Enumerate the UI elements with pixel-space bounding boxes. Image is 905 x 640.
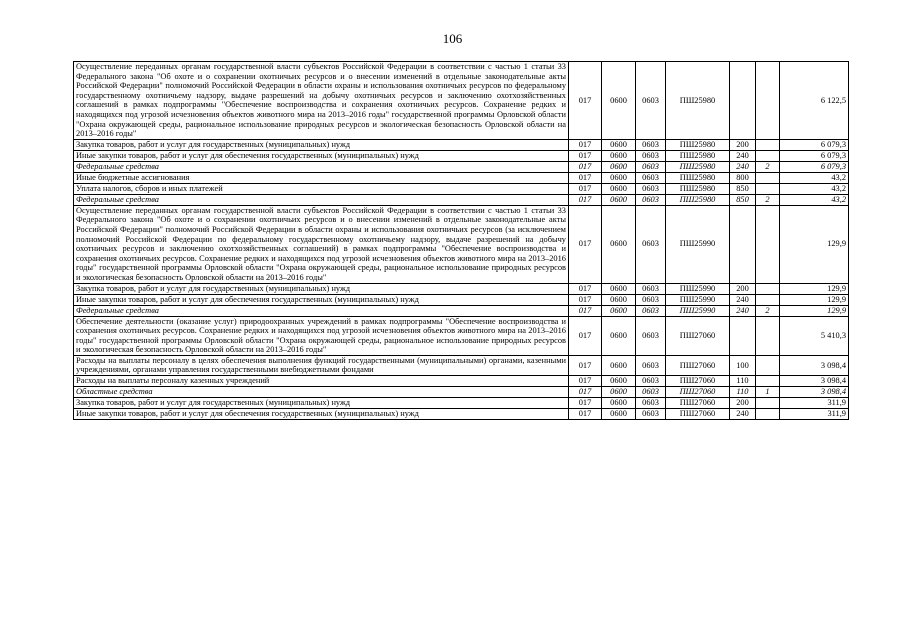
description-cell: Федеральные средства: [74, 305, 569, 316]
section-code-cell: 0600: [602, 376, 636, 387]
subsection-code-cell: 0603: [636, 150, 666, 161]
expense-type-cell: 200: [730, 398, 756, 409]
table-row: [74, 355, 849, 375]
ministry-code-cell: 017: [569, 183, 602, 194]
amount-cell: 5 410,3: [780, 316, 849, 355]
expense-type-cell: 240: [730, 161, 756, 172]
section-code-cell: 0600: [602, 398, 636, 409]
description-cell: Иные закупки товаров, работ и услуг для обеспечения государственных (муниципальных) нужд: [74, 294, 569, 305]
description-cell: Обеспечение деятельности (оказание услуг) природоохранных учреждений в рамках подпрограммы "Обеспечение воспроизводства и сохранения охотничьих ресурсов. Сохранение редких и находящихся под угрозой исчезновения объектов животного мира на 2013–2016 годы" государственной программы Орловской области "Охрана окружающей среды, рациональное использование природных ресурсов и экологическая безопасность Орловской области на 2013–2016 годы": [74, 316, 569, 355]
subsection-code-cell: 0603: [636, 398, 666, 409]
funding-source-cell: [756, 139, 780, 150]
description-cell: Расходы на выплаты персоналу в целях обеспечения выполнения функций государственными (муниципальными) органами, казенными учреждениями, органами управления государственными внебюджетными фондами: [74, 355, 569, 375]
amount-cell: 43,2: [780, 194, 849, 205]
table-row: [74, 172, 849, 183]
description-cell: Иные бюджетные ассигнования: [74, 172, 569, 183]
target-article-cell: ПШ25990: [666, 205, 730, 283]
page-number: 106: [442, 31, 463, 46]
target-article-cell: ПШ27060: [666, 409, 730, 420]
ministry-code-cell: 017: [569, 305, 602, 316]
funding-source-cell: [756, 355, 780, 375]
subsection-code-cell: 0603: [636, 355, 666, 375]
description-cell: Федеральные средства: [74, 194, 569, 205]
table-row: [74, 183, 849, 194]
target-article-cell: ПШ25980: [666, 139, 730, 150]
funding-source-cell: 1: [756, 387, 780, 398]
expense-type-cell: 110: [730, 387, 756, 398]
target-article-cell: ПШ25980: [666, 194, 730, 205]
ministry-code-cell: 017: [569, 205, 602, 283]
section-code-cell: 0600: [602, 305, 636, 316]
section-code-cell: 0600: [602, 316, 636, 355]
table-row: [74, 194, 849, 205]
ministry-code-cell: 017: [569, 355, 602, 375]
amount-cell: 129,9: [780, 305, 849, 316]
ministry-code-cell: 017: [569, 172, 602, 183]
ministry-code-cell: 017: [569, 62, 602, 140]
funding-source-cell: [756, 172, 780, 183]
table-row: [74, 305, 849, 316]
target-article-cell: ПШ27060: [666, 376, 730, 387]
description-cell: Осуществление переданных органам государственной власти субъектов Российской Федерации в соответствии с частью 1 статьи 33 Федерального закона "Об охоте и о сохранении охотничьих ресурсов и о внесении изменений в отдельные законодательные акты Российской Федерации" полномочий Российской Федерации в области охраны и использования охотничьих ресурсов (за исключением полномочий Российской Федерации по федеральному государственному охотничьему надзору, выдаче разрешений на добычу охотничьих ресурсов и заключению охотхозяйственных соглашений) в рамках подпрограммы "Обеспечение воспроизводства и сохранения охотничьих ресурсов. Сохранение редких и находящихся под угрозой исчезновения объектов животного мира на 2013–2016 годы" государственной программы Орловской области "Охрана окружающей среды, рациональное использование природных ресурсов и экологическая безопасность Орловской области на 2013–2016 годы": [74, 205, 569, 283]
subsection-code-cell: 0603: [636, 294, 666, 305]
subsection-code-cell: 0603: [636, 316, 666, 355]
description-cell: Закупка товаров, работ и услуг для государственных (муниципальных) нужд: [74, 398, 569, 409]
description-cell: Закупка товаров, работ и услуг для государственных (муниципальных) нужд: [74, 139, 569, 150]
target-article-cell: ПШ27060: [666, 316, 730, 355]
subsection-code-cell: 0603: [636, 172, 666, 183]
ministry-code-cell: 017: [569, 283, 602, 294]
funding-source-cell: [756, 376, 780, 387]
ministry-code-cell: 017: [569, 150, 602, 161]
subsection-code-cell: 0603: [636, 205, 666, 283]
ministry-code-cell: 017: [569, 409, 602, 420]
expense-type-cell: 200: [730, 283, 756, 294]
target-article-cell: ПШ27060: [666, 355, 730, 375]
description-cell: Областные средства: [74, 387, 569, 398]
subsection-code-cell: 0603: [636, 409, 666, 420]
table-row: [74, 150, 849, 161]
table-row: [74, 294, 849, 305]
description-cell: Расходы на выплаты персоналу казенных учреждений: [74, 376, 569, 387]
section-code-cell: 0600: [602, 409, 636, 420]
subsection-code-cell: 0603: [636, 183, 666, 194]
description-cell: Закупка товаров, работ и услуг для государственных (муниципальных) нужд: [74, 283, 569, 294]
subsection-code-cell: 0603: [636, 161, 666, 172]
funding-source-cell: [756, 409, 780, 420]
expense-type-cell: 800: [730, 172, 756, 183]
section-code-cell: 0600: [602, 172, 636, 183]
target-article-cell: ПШ25980: [666, 172, 730, 183]
section-code-cell: 0600: [602, 283, 636, 294]
table-row: [74, 398, 849, 409]
ministry-code-cell: 017: [569, 161, 602, 172]
table-row: [74, 316, 849, 355]
section-code-cell: 0600: [602, 205, 636, 283]
amount-cell: 6 122,5: [780, 62, 849, 140]
amount-cell: 129,9: [780, 205, 849, 283]
amount-cell: 311,9: [780, 409, 849, 420]
ministry-code-cell: 017: [569, 387, 602, 398]
ministry-code-cell: 017: [569, 316, 602, 355]
description-cell: Федеральные средства: [74, 161, 569, 172]
expense-type-cell: [730, 62, 756, 140]
expense-type-cell: 240: [730, 305, 756, 316]
description-cell: Иные закупки товаров, работ и услуг для обеспечения государственных (муниципальных) нужд: [74, 150, 569, 161]
description-cell: Иные закупки товаров, работ и услуг для обеспечения государственных (муниципальных) нужд: [74, 409, 569, 420]
target-article-cell: ПШ27060: [666, 387, 730, 398]
target-article-cell: ПШ25990: [666, 294, 730, 305]
target-article-cell: ПШ25990: [666, 305, 730, 316]
funding-source-cell: [756, 205, 780, 283]
budget-table: [73, 61, 849, 420]
funding-source-cell: [756, 294, 780, 305]
section-code-cell: 0600: [602, 355, 636, 375]
amount-cell: 6 079,3: [780, 139, 849, 150]
subsection-code-cell: 0603: [636, 139, 666, 150]
amount-cell: 129,9: [780, 294, 849, 305]
subsection-code-cell: 0603: [636, 283, 666, 294]
amount-cell: 3 098,4: [780, 376, 849, 387]
ministry-code-cell: 017: [569, 376, 602, 387]
expense-type-cell: 850: [730, 194, 756, 205]
expense-type-cell: 110: [730, 376, 756, 387]
expense-type-cell: [730, 205, 756, 283]
table-row: [74, 161, 849, 172]
amount-cell: 3 098,4: [780, 387, 849, 398]
funding-source-cell: 2: [756, 161, 780, 172]
section-code-cell: 0600: [602, 194, 636, 205]
target-article-cell: ПШ27060: [666, 398, 730, 409]
section-code-cell: 0600: [602, 183, 636, 194]
amount-cell: 129,9: [780, 283, 849, 294]
expense-type-cell: 240: [730, 150, 756, 161]
subsection-code-cell: 0603: [636, 194, 666, 205]
ministry-code-cell: 017: [569, 294, 602, 305]
expense-type-cell: 240: [730, 409, 756, 420]
description-cell: Уплата налогов, сборов и иных платежей: [74, 183, 569, 194]
target-article-cell: ПШ25980: [666, 161, 730, 172]
table-row: [74, 283, 849, 294]
funding-source-cell: [756, 183, 780, 194]
expense-type-cell: 240: [730, 294, 756, 305]
ministry-code-cell: 017: [569, 139, 602, 150]
target-article-cell: ПШ25980: [666, 150, 730, 161]
funding-source-cell: [756, 150, 780, 161]
funding-source-cell: 2: [756, 305, 780, 316]
amount-cell: 43,2: [780, 172, 849, 183]
funding-source-cell: [756, 316, 780, 355]
target-article-cell: ПШ25980: [666, 183, 730, 194]
description-cell: Осуществление переданных органам государственной власти субъектов Российской Федерации в соответствии с частью 1 статьи 33 Федерального закона "Об охоте и о сохранении охотничьих ресурсов и о внесении изменений в отдельные законодательные акты Российской Федерации" полномочий Российской Федерации в области охраны и использования охотничьих ресурсов по федеральному государственному охотничьему надзору, выдаче разрешений на добычу охотничьих ресурсов и заключению охотхозяйственных соглашений в рамках подпрограммы "Обеспечение воспроизводства и сохранения охотничьих ресурсов. Сохранение редких и находящихся под угрозой исчезновения объектов животного мира на 2013–2016 годы" государственной программы Орловской области "Охрана окружающей среды, рациональное использование природных ресурсов и экологическая безопасность Орловской области на 2013–2016 годы": [74, 62, 569, 140]
table-row: [74, 62, 849, 140]
ministry-code-cell: 017: [569, 194, 602, 205]
table-row: [74, 387, 849, 398]
amount-cell: 43,2: [780, 183, 849, 194]
section-code-cell: 0600: [602, 161, 636, 172]
target-article-cell: ПШ25980: [666, 62, 730, 140]
ministry-code-cell: 017: [569, 398, 602, 409]
funding-source-cell: 2: [756, 194, 780, 205]
subsection-code-cell: 0603: [636, 305, 666, 316]
subsection-code-cell: 0603: [636, 62, 666, 140]
expense-type-cell: 100: [730, 355, 756, 375]
amount-cell: 3 098,4: [780, 355, 849, 375]
expense-type-cell: 200: [730, 139, 756, 150]
funding-source-cell: [756, 62, 780, 140]
table-row: [74, 139, 849, 150]
section-code-cell: 0600: [602, 62, 636, 140]
target-article-cell: ПШ25990: [666, 283, 730, 294]
subsection-code-cell: 0603: [636, 387, 666, 398]
section-code-cell: 0600: [602, 294, 636, 305]
amount-cell: 6 079,3: [780, 161, 849, 172]
expense-type-cell: [730, 316, 756, 355]
amount-cell: 311,9: [780, 398, 849, 409]
section-code-cell: 0600: [602, 139, 636, 150]
amount-cell: 6 079,3: [780, 150, 849, 161]
funding-source-cell: [756, 398, 780, 409]
funding-source-cell: [756, 283, 780, 294]
subsection-code-cell: 0603: [636, 376, 666, 387]
expense-type-cell: 850: [730, 183, 756, 194]
section-code-cell: 0600: [602, 150, 636, 161]
table-row: [74, 376, 849, 387]
section-code-cell: 0600: [602, 387, 636, 398]
table-row: [74, 409, 849, 420]
table-row: [74, 205, 849, 283]
